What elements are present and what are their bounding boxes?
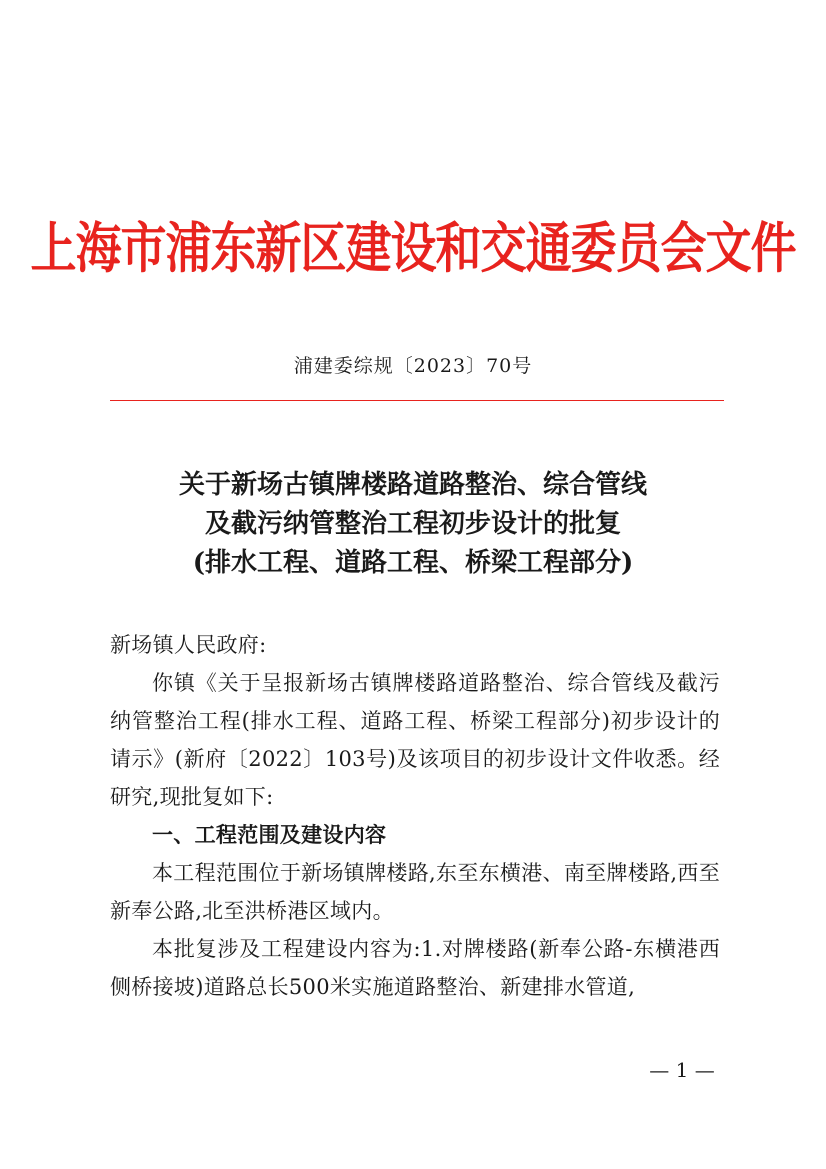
title-line: 及截污纳管整治工程初步设计的批复 xyxy=(204,509,621,539)
page-number: — 1 — xyxy=(649,1058,715,1082)
masthead-issuer: 上海市浦东新区建设和交通委员会文件 xyxy=(30,216,796,280)
section-heading: 一、工程范围及建设内容 xyxy=(152,823,387,847)
document-number: 浦建委综规〔2023〕70号 xyxy=(293,355,533,377)
document-title xyxy=(0,466,826,583)
body-paragraph: 本批复涉及工程建设内容为:1.对牌楼路(新奉公路-东横港西侧桥接坡)道路总长500米实施道路整治、新建排水管道, xyxy=(110,937,720,999)
title-line: (排水工程、道路工程、桥梁工程部分) xyxy=(192,548,634,578)
body-paragraph: 本工程范围位于新场镇牌楼路,东至东横港、南至牌楼路,西至新奉公路,北至洪桥港区域内。 xyxy=(110,861,720,923)
title-line: 关于新场古镇牌楼路道路整治、综合管线 xyxy=(178,470,647,500)
red-divider-line xyxy=(110,400,724,401)
addressee: 新场镇人民政府: xyxy=(110,633,267,657)
body-paragraph: 你镇《关于呈报新场古镇牌楼路道路整治、综合管线及截污纳管整治工程(排水工程、道路工程、桥梁工程部分)初步设计的请示》(新府〔2022〕103号)及该项目的初步设计文件收悉。经研究,现批复如下: xyxy=(110,671,720,809)
document-body xyxy=(110,626,720,1006)
